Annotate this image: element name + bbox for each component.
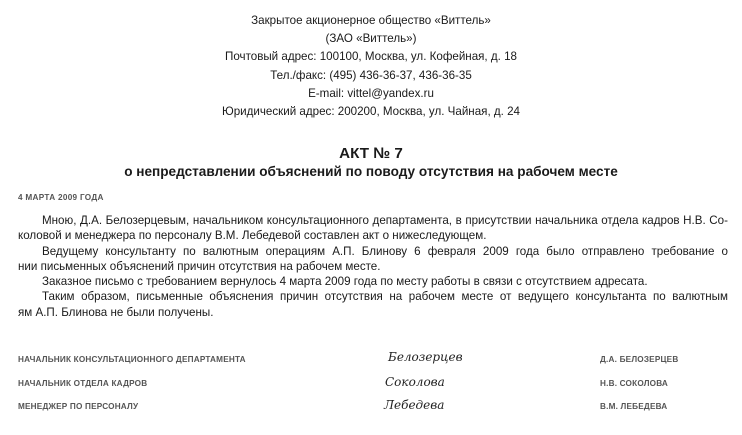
body-line: коловой и менеджера по персоналу В.М. Лебедевой составлен акт о нижеследующем. (18, 229, 487, 243)
document-date: 4 МАРТА 2009 ГОДА (18, 193, 104, 202)
signature-row (18, 375, 728, 393)
org-short-name: (ЗАО «Виттель») (325, 32, 417, 46)
handwritten-signature: Лебедева (384, 398, 445, 412)
document-title: АКТ № 7 (339, 145, 403, 162)
signatory-name: В.М. ЛЕБЕДЕВА (600, 402, 668, 411)
body-line: Таким образом, письменные объяснения причин отсутствия на рабочем месте от ведущего консультанта по валютным (42, 290, 728, 304)
signatory-position: МЕНЕДЖЕР ПО ПЕРСОНАЛУ (18, 402, 139, 411)
body-line: Заказное письмо с требованием вернулось 4 марта 2009 года по месту работы в связи с отсутствием адресата. (42, 275, 648, 289)
document-subtitle: о непредставлении объяснений по поводу отсутствия на рабочем месте (124, 164, 618, 179)
organization-header (0, 12, 742, 121)
body-line: Ведущему консультанту по валютным операциям А.П. Блинову 6 февраля 2009 года было отправлено требование о (42, 244, 728, 258)
signature-row (18, 351, 728, 369)
signatory-position: НАЧАЛЬНИК ОТДЕЛА КАДРОВ (18, 379, 148, 388)
org-phone-fax: Тел./факс: (495) 436-36-37, 436-36-35 (270, 68, 472, 82)
org-postal-address: Почтовый адрес: 100100, Москва, ул. Кофейная, д. 18 (225, 50, 517, 64)
body-line: Мною, Д.А. Белозерцевым, начальником консультационного департамента, в присутствии начальника отдела кадров Н.В. Со- (42, 214, 728, 227)
signatory-position: НАЧАЛЬНИК КОНСУЛЬТАЦИОННОГО ДЕПАРТАМЕНТА (18, 355, 246, 364)
org-email: E-mail: vittel@yandex.ru (308, 86, 434, 100)
signature-row (18, 398, 728, 416)
org-name: Закрытое акционерное общество «Виттель» (251, 14, 491, 27)
signatory-name: Д.А. БЕЛОЗЕРЦЕВ (600, 355, 679, 364)
signatory-name: Н.В. СОКОЛОВА (600, 379, 669, 388)
document-body (18, 213, 728, 320)
handwritten-signature: Белозерцев (388, 350, 463, 364)
body-line: нии письменных объяснений причин отсутствия на рабочем месте. (18, 259, 381, 273)
body-line: ям А.П. Блинова не были получены. (18, 305, 214, 319)
handwritten-signature: Соколова (385, 375, 445, 389)
org-legal-address: Юридический адрес: 200200, Москва, ул. Чайная, д. 24 (222, 105, 520, 119)
